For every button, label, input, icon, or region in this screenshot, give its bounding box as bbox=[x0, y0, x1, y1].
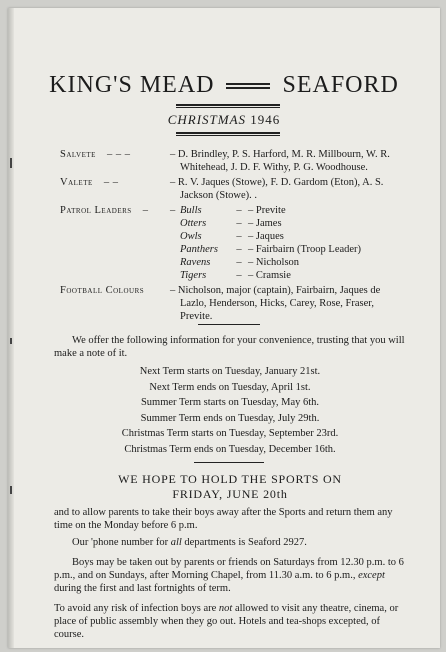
patrol-row bbox=[170, 230, 404, 243]
valete-entry bbox=[60, 176, 404, 202]
outings-text-emphasis: except bbox=[358, 570, 385, 581]
intro-paragraph: We offer the following information for your convenience, trusting that you will make a note of it. bbox=[54, 335, 405, 359]
salvete-dashes: – – – bbox=[107, 149, 131, 160]
patrol-name: Owls bbox=[180, 231, 202, 242]
patrol-mid-dash: – bbox=[236, 270, 242, 281]
school-lists bbox=[60, 148, 404, 325]
title-right: SEAFORD bbox=[282, 72, 399, 98]
patrol-list bbox=[170, 204, 404, 282]
title-double-rule bbox=[226, 83, 270, 89]
patrol-row bbox=[170, 256, 404, 269]
patrol-leaders-entry bbox=[60, 204, 404, 282]
patrol-leader: – Fairbairn (Troop Leader) bbox=[248, 244, 362, 255]
patrol-name: Panthers bbox=[180, 244, 218, 255]
term-date-line: Summer Term ends on Tuesday, July 29th. bbox=[140, 412, 320, 424]
term-date-line: Christmas Term ends on Tuesday, December 16th. bbox=[124, 443, 336, 455]
salvete-label: Salvete bbox=[60, 149, 96, 160]
outings-text-after: during the first and last fortnights of term. bbox=[54, 583, 231, 594]
phone-text-before: Our 'phone number for bbox=[72, 537, 171, 548]
rule-before-sports bbox=[194, 462, 264, 463]
patrol-name: Ravens bbox=[180, 257, 211, 268]
valete-names: – R. V. Jaques (Stowe), F. D. Gardom (Eton), A. S. Jackson (Stowe). . bbox=[170, 177, 384, 201]
title-left: KING'S MEAD bbox=[49, 72, 215, 98]
patrol-leaders-label: Patrol Leaders bbox=[60, 205, 132, 216]
patrol-name: Otters bbox=[180, 218, 207, 229]
patrol-row bbox=[170, 204, 404, 217]
patrol-leaders-dash: – bbox=[142, 205, 149, 216]
patrol-leader: – Previte bbox=[248, 205, 286, 216]
term-date-line: Summer Term starts on Tuesday, May 6th. bbox=[140, 397, 320, 408]
football-colours-entry bbox=[60, 284, 404, 323]
patrol-leader: – Cramsie bbox=[248, 270, 291, 281]
patrol-name: Bulls bbox=[180, 205, 202, 216]
patrol-leader: – Jaques bbox=[248, 231, 284, 242]
sports-heading bbox=[54, 472, 406, 502]
patrol-row bbox=[170, 217, 404, 230]
football-colours-names: – Nicholson, major (captain), Fairbairn, Jaques de Lazlo, Henderson, Hicks, Carey, Rose, Fraser, Previte. bbox=[170, 285, 381, 322]
patrol-mid-dash: – bbox=[236, 205, 242, 216]
infection-paragraph bbox=[54, 602, 406, 641]
term-date-line: Next Term ends on Tuesday, April 1st. bbox=[149, 381, 311, 393]
patrol-dash bbox=[170, 217, 180, 230]
binding-mark bbox=[10, 158, 12, 168]
patrol-mid-dash: – bbox=[236, 257, 242, 268]
patrol-dash bbox=[170, 243, 180, 256]
sports-paragraph: and to allow parents to take their boys away after the Sports and return them any time on the Monday before 6 p.m. bbox=[54, 507, 393, 531]
term-date-line: Christmas Term starts on Tuesday, September 23rd. bbox=[121, 428, 339, 439]
patrol-leader: – James bbox=[248, 218, 282, 229]
phone-paragraph bbox=[54, 536, 406, 549]
salvete-entry bbox=[60, 148, 404, 174]
term-date-line: Next Term starts on Tuesday, January 21st. bbox=[139, 366, 321, 377]
binding-mark bbox=[10, 486, 12, 494]
patrol-dash: – bbox=[170, 205, 176, 216]
document-page bbox=[8, 8, 440, 648]
sports-heading-line2: FRIDAY, JUNE 20th bbox=[172, 487, 288, 501]
document-title bbox=[8, 72, 440, 99]
rule-below-subtitle bbox=[176, 132, 280, 136]
football-colours-label: Football Colours bbox=[60, 285, 145, 296]
infection-text-after: allowed to visit any theatre, cinema, or place of public assembly when they go out. Hotels and tea-shops excepted, of course. bbox=[54, 603, 399, 640]
valete-dashes: – – bbox=[103, 177, 119, 188]
term-dates bbox=[54, 364, 406, 457]
patrol-mid-dash: – bbox=[236, 231, 242, 242]
patrol-mid-dash: – bbox=[236, 218, 242, 229]
patrol-dash bbox=[170, 256, 180, 269]
page-fold-shadow bbox=[8, 8, 14, 648]
patrol-mid-dash: – bbox=[236, 244, 242, 255]
valete-label: Valete bbox=[60, 177, 93, 188]
phone-text-after: departments is Seaford 2927. bbox=[181, 537, 307, 548]
rule-above-subtitle bbox=[176, 104, 280, 108]
subtitle bbox=[8, 112, 440, 128]
patrol-name: Tigers bbox=[180, 270, 207, 281]
rule-after-lists bbox=[198, 324, 260, 325]
infection-text-before: To avoid any risk of infection boys are bbox=[54, 603, 219, 614]
patrol-row bbox=[170, 243, 404, 256]
outings-paragraph bbox=[54, 556, 406, 595]
patrol-row bbox=[170, 269, 404, 282]
patrol-dash bbox=[170, 269, 180, 282]
sports-heading-line1: WE HOPE TO HOLD THE SPORTS ON bbox=[118, 472, 342, 486]
outings-text-before: Boys may be taken out by parents or friends on Saturdays from 12.30 p.m. to 6 p.m., and on Sundays, after Morning Chapel, from 11.30 a.m. to 6 p.m., bbox=[54, 557, 404, 581]
subtitle-year: 1946 bbox=[250, 112, 281, 127]
patrol-dash bbox=[170, 230, 180, 243]
phone-text-emphasis: all bbox=[170, 537, 182, 548]
patrol-leader: – Nicholson bbox=[248, 257, 300, 268]
salvete-names: – D. Brindley, P. S. Harford, M. R. Millbourn, W. R. Whitehead, J. D. F. Withy, P. G. Woodhouse. bbox=[170, 149, 390, 173]
binding-mark bbox=[10, 338, 12, 344]
subtitle-text: CHRISTMAS bbox=[167, 112, 247, 127]
infection-text-emphasis: not bbox=[218, 603, 233, 614]
